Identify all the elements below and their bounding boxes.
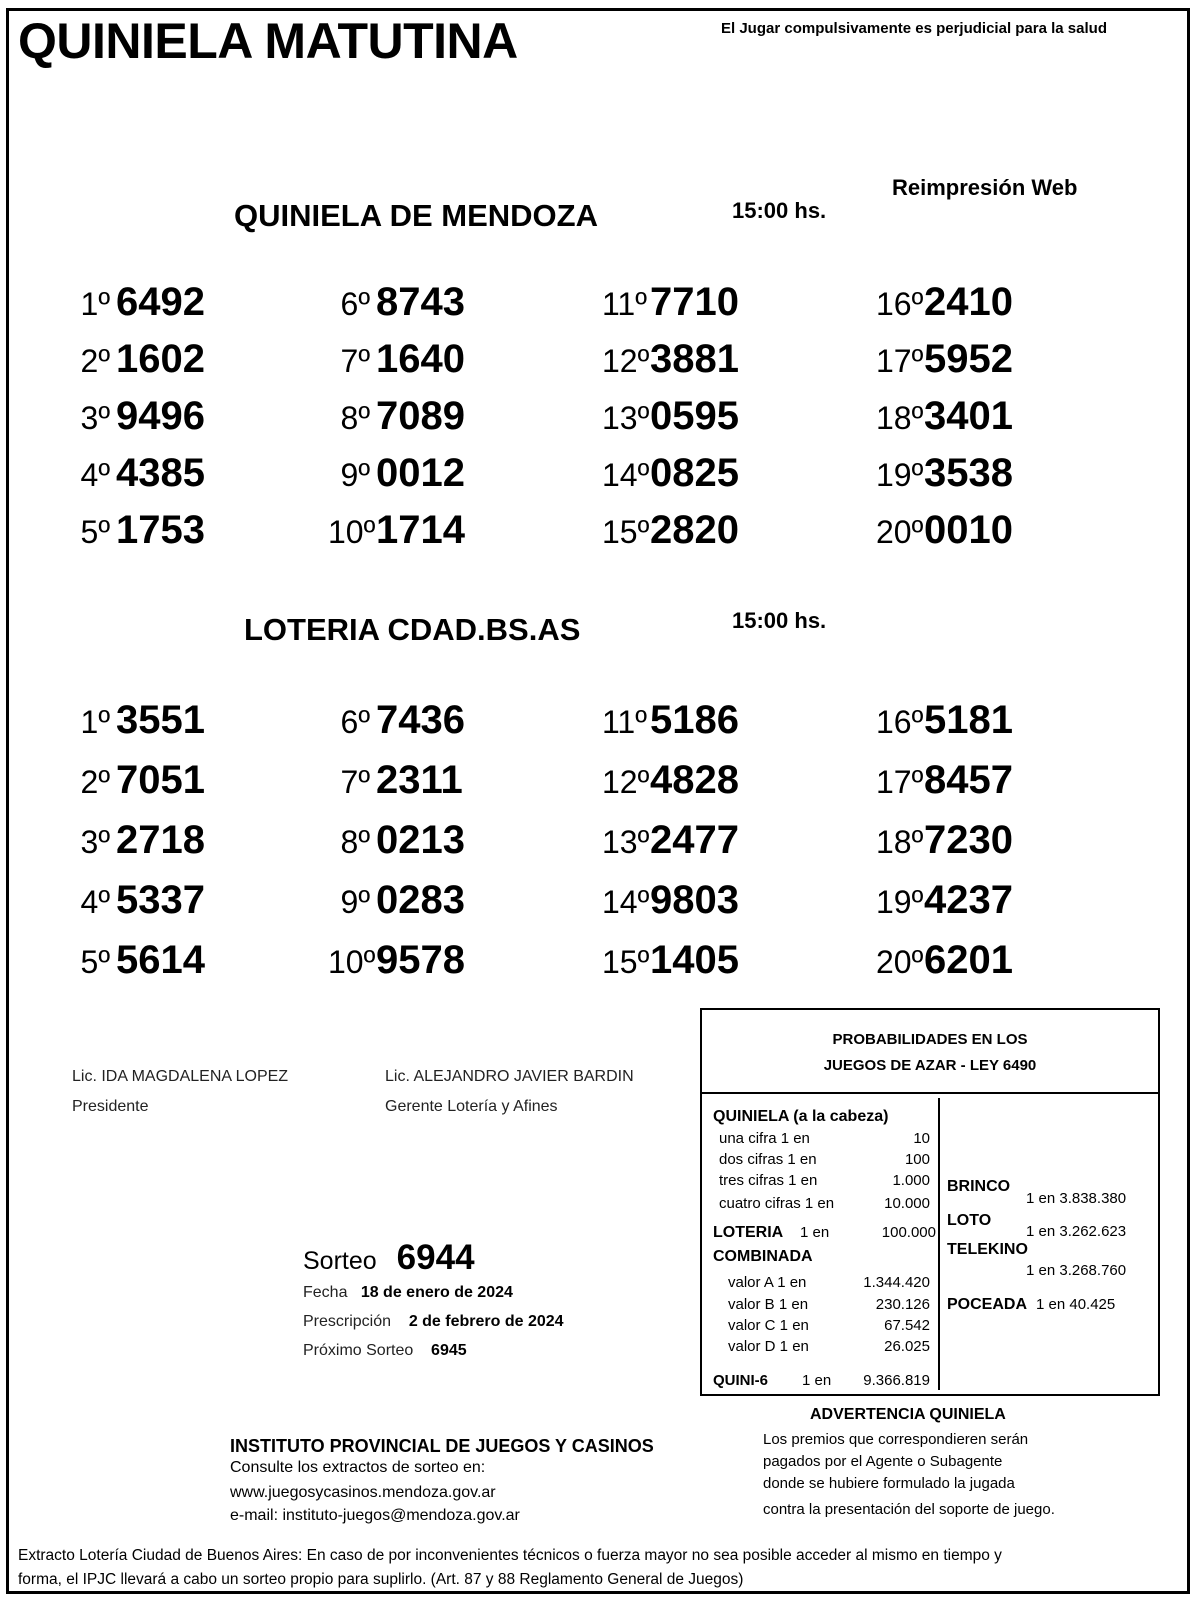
result-number: 7710 bbox=[650, 280, 739, 324]
draw-date-label: Fecha bbox=[303, 1284, 348, 1301]
result-number: 9578 bbox=[376, 938, 465, 982]
institute-text: Consulte los extractos de sorteo en: bbox=[230, 1459, 486, 1476]
quiniela-prob-value: 100 bbox=[904, 1151, 930, 1168]
section-time-mendoza: 15:00 hs. bbox=[732, 198, 827, 223]
result-number: 1714 bbox=[376, 508, 465, 552]
result-item bbox=[876, 818, 1013, 863]
quiniela-prob-value: 10.000 bbox=[884, 1195, 930, 1212]
quiniela-prob-title: QUINIELA (a la cabeza) bbox=[713, 1108, 889, 1125]
footer-line-2: forma, el IPJC llevará a cabo un sorteo propio para suplirlo. (Art. 87 y 88 Reglamento General de Juegos) bbox=[18, 1571, 744, 1588]
loteria-prob-label: LOTERIA bbox=[713, 1224, 784, 1241]
poceada-prob-value: 1 en 40.425 bbox=[1036, 1296, 1116, 1313]
result-position: 12º bbox=[602, 343, 650, 379]
result-position: 7º bbox=[340, 764, 370, 800]
result-number: 9496 bbox=[116, 394, 205, 438]
result-item bbox=[876, 878, 1013, 923]
result-item bbox=[328, 818, 465, 863]
draw-date-value: 18 de enero de 2024 bbox=[360, 1284, 513, 1301]
result-number: 1602 bbox=[116, 337, 205, 381]
draw-info bbox=[303, 1238, 475, 1278]
quiniela-prob-label: dos cifras 1 en bbox=[719, 1151, 817, 1168]
result-item bbox=[328, 280, 465, 325]
result-position: 1º bbox=[80, 286, 110, 322]
footer-line-1: Extracto Lotería Ciudad de Buenos Aires: En caso de por inconvenientes técnicos o fuerza mayor no sea posible acceder al mismo en tiempo y bbox=[18, 1547, 1002, 1564]
section-time-loteria: 15:00 hs. bbox=[732, 608, 827, 633]
result-item bbox=[68, 451, 205, 496]
signature-role-2: Gerente Lotería y Afines bbox=[385, 1098, 558, 1115]
quiniela-prob-label: cuatro cifras 1 en bbox=[719, 1195, 835, 1212]
result-position: 10º bbox=[328, 514, 376, 550]
result-number: 0283 bbox=[376, 878, 465, 922]
main-title: QUINIELA MATUTINA bbox=[18, 13, 518, 69]
result-number: 0825 bbox=[650, 451, 739, 495]
result-position: 13º bbox=[602, 824, 650, 860]
poceada-prob-label: POCEADA bbox=[947, 1296, 1028, 1313]
result-number: 3881 bbox=[650, 337, 739, 381]
result-number: 3538 bbox=[924, 451, 1013, 495]
institute-email-link[interactable]: e-mail: instituto-juegos@mendoza.gov.ar bbox=[230, 1507, 520, 1524]
result-number: 7051 bbox=[116, 758, 205, 802]
result-item bbox=[602, 394, 739, 439]
advertencia-line: Los premios que correspondieren serán bbox=[763, 1431, 1029, 1448]
result-item bbox=[876, 938, 1013, 983]
result-item bbox=[68, 938, 205, 983]
draw-date bbox=[303, 1284, 513, 1302]
result-position: 17º bbox=[876, 343, 924, 379]
result-position: 6º bbox=[340, 704, 370, 740]
signature-role-1: Presidente bbox=[72, 1098, 149, 1115]
brinco-prob-label: BRINCO bbox=[947, 1178, 1011, 1195]
result-item bbox=[602, 698, 739, 743]
result-number: 5614 bbox=[116, 938, 205, 982]
loto-prob-value: 1 en 3.262.623 bbox=[1026, 1223, 1127, 1240]
health-warning: El Jugar compulsivamente es perjudicial para la salud bbox=[721, 20, 1107, 37]
result-number: 2820 bbox=[650, 508, 739, 552]
result-item bbox=[876, 337, 1013, 382]
result-number: 1753 bbox=[116, 508, 205, 552]
result-position: 5º bbox=[80, 514, 110, 550]
institute-web-link[interactable]: www.juegosycasinos.mendoza.gov.ar bbox=[230, 1484, 496, 1501]
loteria-prob-value: 100.000 bbox=[881, 1224, 936, 1241]
result-position: 8º bbox=[340, 400, 370, 436]
advertencia-line: contra la presentación del soporte de juego. bbox=[763, 1501, 1055, 1518]
result-position: 7º bbox=[340, 343, 370, 379]
combinada-prob-title: COMBINADA bbox=[713, 1248, 813, 1265]
result-position: 4º bbox=[80, 884, 110, 920]
result-item bbox=[328, 758, 463, 803]
result-number: 8743 bbox=[376, 280, 465, 324]
result-item bbox=[68, 508, 205, 553]
result-position: 13º bbox=[602, 400, 650, 436]
quini6-prob-value: 9.366.819 bbox=[863, 1372, 930, 1389]
result-item bbox=[328, 337, 465, 382]
result-item bbox=[876, 508, 1013, 553]
advertencia-title: ADVERTENCIA QUINIELA bbox=[810, 1406, 1006, 1423]
result-item bbox=[602, 818, 739, 863]
result-number: 4828 bbox=[650, 758, 739, 802]
result-item bbox=[68, 758, 205, 803]
result-number: 5186 bbox=[650, 698, 739, 742]
result-item bbox=[328, 698, 465, 743]
result-number: 7089 bbox=[376, 394, 465, 438]
result-item bbox=[68, 878, 205, 923]
result-item bbox=[876, 280, 1013, 325]
result-position: 20º bbox=[876, 514, 924, 550]
result-item bbox=[328, 938, 465, 983]
combinada-prob-label: valor D 1 en bbox=[728, 1338, 809, 1355]
result-item bbox=[328, 451, 465, 496]
result-number: 6492 bbox=[116, 280, 205, 324]
result-item bbox=[876, 758, 1013, 803]
result-item bbox=[602, 938, 739, 983]
result-position: 4º bbox=[80, 457, 110, 493]
result-position: 2º bbox=[80, 764, 110, 800]
result-number: 2410 bbox=[924, 280, 1013, 324]
quini6-prob-label: QUINI-6 bbox=[713, 1372, 769, 1389]
draw-next bbox=[303, 1342, 467, 1360]
result-position: 11º bbox=[602, 286, 647, 322]
result-number: 4237 bbox=[924, 878, 1013, 922]
institute-title: INSTITUTO PROVINCIAL DE JUEGOS Y CASINOS bbox=[230, 1436, 654, 1456]
result-position: 11º bbox=[602, 704, 647, 740]
probabilities-box bbox=[700, 1008, 1160, 1396]
result-number: 3551 bbox=[116, 698, 205, 742]
draw-label: Sorteo bbox=[303, 1247, 377, 1275]
loteria-prob-prefix: 1 en bbox=[800, 1224, 830, 1241]
result-number: 0010 bbox=[924, 508, 1013, 552]
result-item bbox=[876, 394, 1013, 439]
combinada-prob-label: valor A 1 en bbox=[728, 1274, 807, 1291]
quiniela-prob-label: tres cifras 1 en bbox=[719, 1172, 818, 1189]
result-item bbox=[68, 394, 205, 439]
result-position: 5º bbox=[80, 944, 110, 980]
section-title-loteria: LOTERIA CDAD.BS.AS bbox=[244, 612, 581, 647]
result-number: 5181 bbox=[924, 698, 1013, 742]
result-number: 1640 bbox=[376, 337, 465, 381]
result-item bbox=[602, 280, 739, 325]
result-number: 3401 bbox=[924, 394, 1013, 438]
result-item bbox=[602, 878, 739, 923]
result-item bbox=[328, 394, 465, 439]
result-number: 8457 bbox=[924, 758, 1013, 802]
result-number: 6201 bbox=[924, 938, 1013, 982]
draw-next-label: Próximo Sorteo bbox=[303, 1342, 414, 1359]
probabilities-title bbox=[702, 1010, 1158, 1094]
brinco-prob-value: 1 en 3.838.380 bbox=[1026, 1190, 1127, 1207]
telekino-prob-label: TELEKINO bbox=[947, 1241, 1028, 1258]
result-number: 0213 bbox=[376, 818, 465, 862]
result-position: 9º bbox=[340, 884, 370, 920]
result-number: 1405 bbox=[650, 938, 739, 982]
combinada-prob-value: 230.126 bbox=[875, 1296, 930, 1313]
result-position: 12º bbox=[602, 764, 650, 800]
combinada-prob-label: valor C 1 en bbox=[728, 1317, 809, 1334]
result-item bbox=[68, 337, 205, 382]
draw-next-value: 6945 bbox=[431, 1342, 467, 1359]
result-position: 15º bbox=[602, 514, 650, 550]
result-position: 8º bbox=[340, 824, 370, 860]
result-item bbox=[68, 818, 205, 863]
draw-prescription-value: 2 de febrero de 2024 bbox=[408, 1313, 564, 1330]
advertencia-line: pagados por el Agente o Subagente bbox=[763, 1453, 1003, 1470]
result-position: 14º bbox=[602, 457, 650, 493]
result-number: 7230 bbox=[924, 818, 1013, 862]
result-item bbox=[602, 758, 739, 803]
signature-name-1: Lic. IDA MAGDALENA LOPEZ bbox=[72, 1068, 289, 1085]
draw-number: 6944 bbox=[396, 1238, 475, 1277]
section-title-mendoza: QUINIELA DE MENDOZA bbox=[234, 198, 598, 233]
result-position: 3º bbox=[80, 400, 110, 436]
result-number: 0012 bbox=[376, 451, 465, 495]
result-position: 10º bbox=[328, 944, 376, 980]
result-item bbox=[602, 508, 739, 553]
result-number: 0595 bbox=[650, 394, 739, 438]
loto-prob-label: LOTO bbox=[947, 1212, 992, 1229]
combinada-prob-value: 26.025 bbox=[884, 1338, 930, 1355]
result-position: 9º bbox=[340, 457, 370, 493]
quiniela-prob-value: 1.000 bbox=[892, 1172, 930, 1189]
result-item bbox=[602, 337, 739, 382]
quiniela-prob-label: una cifra 1 en bbox=[719, 1130, 810, 1147]
probabilities-title-line2: JUEGOS DE AZAR - LEY 6490 bbox=[823, 1057, 1037, 1074]
result-number: 5337 bbox=[116, 878, 205, 922]
reprint-label: Reimpresión Web bbox=[892, 175, 1078, 200]
result-item bbox=[68, 698, 205, 743]
draw-prescription bbox=[303, 1313, 564, 1331]
result-item bbox=[876, 698, 1013, 743]
result-number: 9803 bbox=[650, 878, 739, 922]
result-position: 1º bbox=[80, 704, 110, 740]
result-position: 18º bbox=[876, 400, 924, 436]
result-position: 19º bbox=[876, 884, 924, 920]
result-position: 20º bbox=[876, 944, 924, 980]
probabilities-title-line1: PROBABILIDADES EN LOS bbox=[832, 1031, 1028, 1048]
signature-name-2: Lic. ALEJANDRO JAVIER BARDIN bbox=[385, 1068, 634, 1085]
combinada-prob-value: 67.542 bbox=[884, 1317, 930, 1334]
result-position: 19º bbox=[876, 457, 924, 493]
result-item bbox=[602, 451, 739, 496]
probabilities-divider bbox=[938, 1098, 940, 1390]
advertencia-line: donde se hubiere formulado la jugada bbox=[763, 1475, 1015, 1492]
result-position: 18º bbox=[876, 824, 924, 860]
result-position: 16º bbox=[876, 704, 924, 740]
result-position: 17º bbox=[876, 764, 924, 800]
result-position: 2º bbox=[80, 343, 110, 379]
combinada-prob-label: valor B 1 en bbox=[728, 1296, 809, 1313]
result-item bbox=[68, 280, 205, 325]
result-position: 16º bbox=[876, 286, 924, 322]
result-item bbox=[328, 878, 465, 923]
result-number: 4385 bbox=[116, 451, 205, 495]
result-position: 3º bbox=[80, 824, 110, 860]
quiniela-prob-value: 10 bbox=[913, 1130, 930, 1147]
result-number: 2718 bbox=[116, 818, 205, 862]
result-number: 5952 bbox=[924, 337, 1013, 381]
result-position: 15º bbox=[602, 944, 650, 980]
result-item bbox=[876, 451, 1013, 496]
result-item bbox=[328, 508, 465, 553]
result-position: 6º bbox=[340, 286, 370, 322]
result-number: 2311 bbox=[376, 758, 463, 802]
telekino-prob-value: 1 en 3.268.760 bbox=[1026, 1262, 1127, 1279]
combinada-prob-value: 1.344.420 bbox=[863, 1274, 930, 1291]
draw-prescription-label: Prescripción bbox=[303, 1313, 392, 1330]
quini6-prob-prefix: 1 en bbox=[802, 1372, 832, 1389]
result-number: 7436 bbox=[376, 698, 465, 742]
result-position: 14º bbox=[602, 884, 650, 920]
result-number: 2477 bbox=[650, 818, 739, 862]
